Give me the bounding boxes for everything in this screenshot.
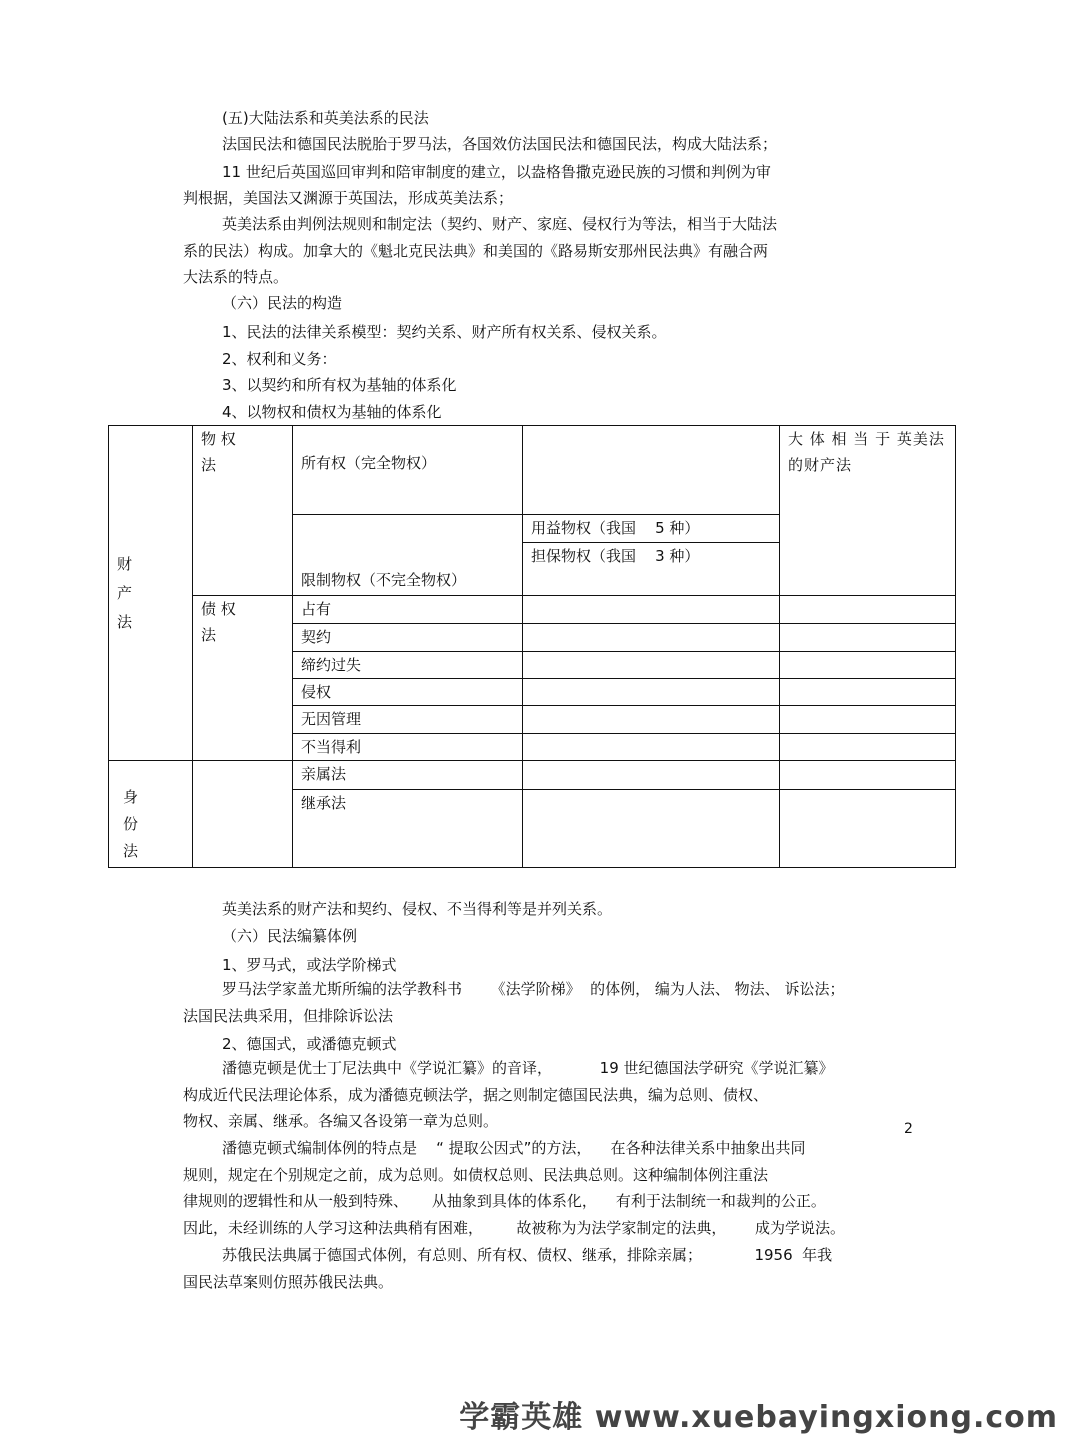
empty-cell <box>523 596 780 624</box>
security-rights-cell: 担保物权（我国 3 种） <box>523 543 780 596</box>
table-row-label: 缔约过失 <box>293 652 523 679</box>
list-item: 1、罗马式，或法学阶梯式 <box>222 956 397 974</box>
limited-real-rights-cell: 限制物权（不完全物权） <box>293 515 523 596</box>
empty-cell <box>523 679 780 706</box>
paragraph: 潘德克顿是优士丁尼法典中《学说汇纂》的音译， 19 世纪德国法学研究《学说汇纂》 <box>222 1059 834 1077</box>
table-row-label: 占有 <box>293 596 523 624</box>
paragraph: 构成近代民法理论体系，成为潘德克顿法学，据之则制定德国民法典，编为总则、债权、 <box>183 1086 769 1104</box>
paragraph: 潘德克顿式编制体例的特点是 “ 提取公因式”的方法， 在各种法律关系中抽象出共同 <box>222 1139 806 1157</box>
real-rights-law-cell: 物 权法 <box>193 426 293 596</box>
section-heading-5: (五)大陆法系和英美法系的民法 <box>222 109 429 127</box>
list-item: 3、以契约和所有权为基轴的体系化 <box>222 376 457 394</box>
paragraph: 罗马法学家盖尤斯所编的法学教科书 《法学阶梯》 的体例， 编为人法、 物法、 诉讼法； <box>222 980 845 998</box>
usufruct-cell: 用益物权（我国 5 种） <box>523 515 780 543</box>
anglo-american-note-cell: 大 体 相 当 于 英美法的财产法 <box>780 426 956 596</box>
table-row-label: 契约 <box>293 624 523 652</box>
paragraph: 苏俄民法典属于德国式体例，有总则、所有权、债权、继承，排除亲属； 1956 年我 <box>222 1246 833 1264</box>
empty-cell <box>193 761 293 868</box>
empty-cell <box>780 790 956 868</box>
empty-cell <box>780 761 956 790</box>
empty-cell <box>523 624 780 652</box>
paragraph: 法国民法典采用，但排除诉讼法 <box>183 1007 394 1025</box>
table-row-label: 无因管理 <box>293 706 523 734</box>
table-row-label: 亲属法 <box>293 761 523 790</box>
empty-cell <box>780 596 956 624</box>
list-item: 4、以物权和债权为基轴的体系化 <box>222 403 442 421</box>
paragraph: 系的民法）构成。加拿大的《魁北克民法典》和美国的《路易斯安那州民法典》有融合两 <box>183 242 769 260</box>
civil-law-structure-table <box>108 425 956 868</box>
ownership-cell: 所有权（完全物权） <box>293 426 523 515</box>
page-number: 2 <box>904 1121 913 1137</box>
paragraph: 规则，规定在个别规定之前，成为总则。如债权总则、民法典总则。这种编制体例注重法 <box>183 1166 769 1184</box>
paragraph: 大法系的特点。 <box>183 268 289 286</box>
watermark: 学霸英雄 www.xuebayingxiong.com <box>459 1400 1058 1435</box>
empty-cell <box>523 761 780 790</box>
obligation-law-cell: 债 权法 <box>193 596 293 761</box>
empty-cell <box>780 706 956 734</box>
property-law-cell: 财产法 <box>109 426 193 761</box>
paragraph: 律规则的逻辑性和从一般到特殊、 从抽象到具体的体系化， 有利于法制统一和裁判的公正。 <box>183 1192 826 1210</box>
empty-cell <box>523 652 780 679</box>
paragraph: 国民法草案则仿照苏俄民法典。 <box>183 1273 394 1291</box>
empty-cell <box>523 426 780 515</box>
table-row-label: 侵权 <box>293 679 523 706</box>
empty-cell <box>780 679 956 706</box>
paragraph: 英美法系的财产法和契约、侵权、不当得利等是并列关系。 <box>222 900 613 918</box>
table-row-label: 不当得利 <box>293 734 523 761</box>
section-heading-6: （六）民法的构造 <box>222 294 343 312</box>
paragraph: 物权、亲属、继承。各编又各设第一章为总则。 <box>183 1112 499 1130</box>
empty-cell <box>523 734 780 761</box>
empty-cell <box>780 734 956 761</box>
paragraph: 11 世纪后英国巡回审判和陪审制度的建立，以盎格鲁撒克逊民族的习惯和判例为审 <box>222 163 771 181</box>
list-item: 1、民法的法律关系模型：契约关系、财产所有权关系、侵权关系。 <box>222 323 667 341</box>
list-item: 2、德国式，或潘德克顿式 <box>222 1035 397 1053</box>
paragraph: 因此，未经训练的人学习这种法典稍有困难， 故被称为为法学家制定的法典， 成为学说法。 <box>183 1219 845 1237</box>
empty-cell <box>523 790 780 868</box>
table-row-label: 继承法 <box>293 790 523 868</box>
paragraph: 英美法系由判例法规则和制定法（契约、财产、家庭、侵权行为等法，相当于大陆法 <box>222 215 778 233</box>
paragraph: 法国民法和德国民法脱胎于罗马法，各国效仿法国民法和德国民法，构成大陆法系； <box>222 135 778 153</box>
empty-cell <box>780 624 956 652</box>
paragraph: 判根据，美国法又渊源于英国法，形成英美法系； <box>183 189 514 207</box>
list-item: 2、权利和义务： <box>222 350 337 368</box>
empty-cell <box>523 706 780 734</box>
status-law-cell: 身份法 <box>109 761 193 868</box>
section-heading: （六）民法编纂体例 <box>222 927 358 945</box>
empty-cell <box>780 652 956 679</box>
